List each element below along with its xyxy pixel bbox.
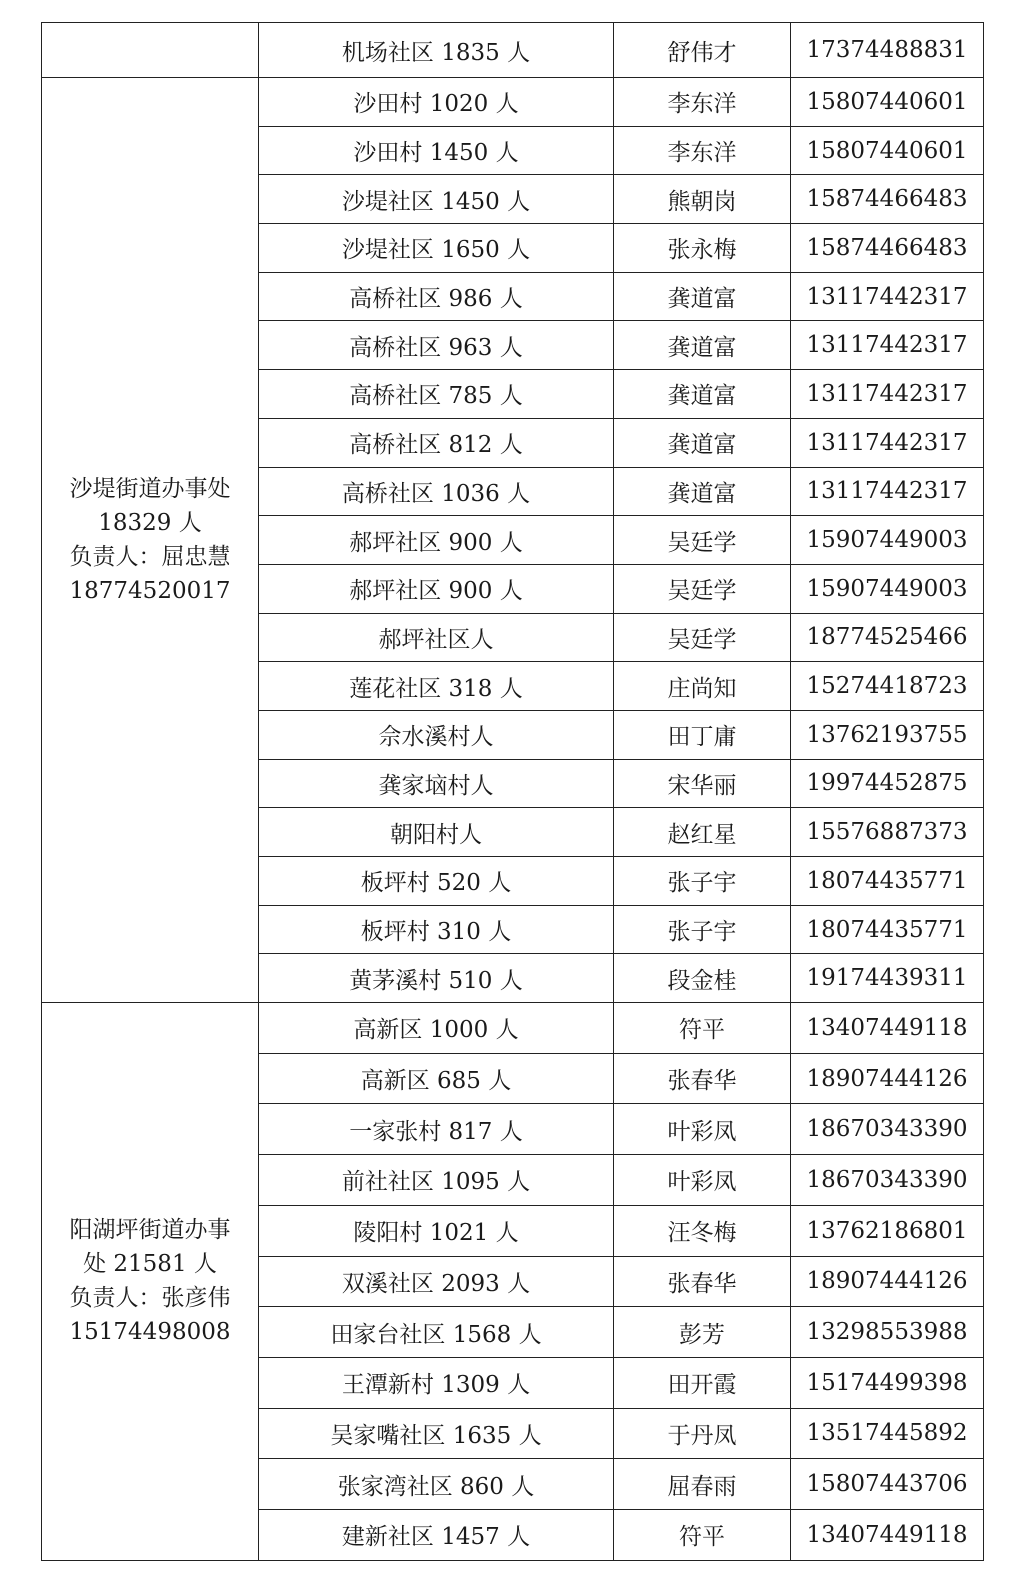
unit-cell: 沙田村 1450 人 [259, 126, 614, 175]
table-row [42, 1003, 984, 1054]
phone-cell: 18670343390 [791, 1104, 984, 1155]
phone-cell: 19174439311 [791, 954, 984, 1003]
unit-cell: 朝阳村人 [259, 808, 614, 857]
contact-cell: 于丹凤 [614, 1408, 791, 1459]
contact-cell: 吴廷学 [614, 516, 791, 565]
contact-cell: 龚道富 [614, 272, 791, 321]
contact-cell: 龚道富 [614, 321, 791, 370]
roster-body [42, 23, 984, 1561]
contact-cell: 李东洋 [614, 126, 791, 175]
unit-cell: 建新社区 1457 人 [259, 1509, 614, 1560]
unit-cell: 高桥社区 785 人 [259, 370, 614, 419]
contact-cell: 段金桂 [614, 954, 791, 1003]
unit-cell: 沙堤社区 1650 人 [259, 224, 614, 273]
unit-cell: 郝坪社区 900 人 [259, 564, 614, 613]
unit-cell: 沙田村 1020 人 [259, 78, 614, 127]
phone-cell: 13298553988 [791, 1307, 984, 1358]
phone-cell: 15907449003 [791, 516, 984, 565]
unit-cell: 板坪村 520 人 [259, 857, 614, 906]
unit-cell: 田家台社区 1568 人 [259, 1307, 614, 1358]
unit-cell: 板坪村 310 人 [259, 905, 614, 954]
unit-cell: 高桥社区 1036 人 [259, 467, 614, 516]
office-cell-empty [42, 23, 259, 78]
unit-cell: 高桥社区 812 人 [259, 418, 614, 467]
contact-cell: 龚道富 [614, 418, 791, 467]
contact-cell: 龚道富 [614, 370, 791, 419]
unit-cell: 高桥社区 986 人 [259, 272, 614, 321]
contact-cell: 吴廷学 [614, 564, 791, 613]
contact-cell: 田丁庸 [614, 710, 791, 759]
phone-cell: 15274418723 [791, 662, 984, 711]
contact-cell: 宋华丽 [614, 759, 791, 808]
phone-cell: 13117442317 [791, 418, 984, 467]
contact-cell: 屈春雨 [614, 1459, 791, 1510]
contact-cell: 熊朝岗 [614, 175, 791, 224]
phone-cell: 18074435771 [791, 905, 984, 954]
unit-cell: 吴家嘴社区 1635 人 [259, 1408, 614, 1459]
phone-cell: 15907449003 [791, 564, 984, 613]
office-line: 处 21581 人 [83, 1251, 217, 1278]
contact-cell: 张春华 [614, 1256, 791, 1307]
unit-cell: 高新区 1000 人 [259, 1003, 614, 1054]
unit-cell: 沙堤社区 1450 人 [259, 175, 614, 224]
unit-cell: 张家湾社区 860 人 [259, 1459, 614, 1510]
table-row [42, 23, 984, 78]
unit-cell: 陵阳村 1021 人 [259, 1205, 614, 1256]
unit-cell: 黄茅溪村 510 人 [259, 954, 614, 1003]
contact-cell: 张永梅 [614, 224, 791, 273]
contact-cell: 张春华 [614, 1053, 791, 1104]
contact-cell: 符平 [614, 1003, 791, 1054]
unit-cell: 王潭新村 1309 人 [259, 1357, 614, 1408]
phone-cell: 15807440601 [791, 78, 984, 127]
phone-cell: 17374488831 [791, 23, 984, 78]
table-row [42, 78, 984, 127]
phone-cell: 13407449118 [791, 1003, 984, 1054]
phone-cell: 19974452875 [791, 759, 984, 808]
phone-cell: 13117442317 [791, 370, 984, 419]
phone-cell: 15874466483 [791, 224, 984, 273]
unit-cell: 郝坪社区 900 人 [259, 516, 614, 565]
unit-cell: 佘水溪村人 [259, 710, 614, 759]
phone-cell: 13517445892 [791, 1408, 984, 1459]
unit-cell: 龚家垴村人 [259, 759, 614, 808]
unit-cell: 一家张村 817 人 [259, 1104, 614, 1155]
office-line: 15174498008 [69, 1319, 231, 1346]
office-line: 沙堤街道办事处 [69, 476, 231, 503]
phone-cell: 15874466483 [791, 175, 984, 224]
phone-cell: 15807440601 [791, 126, 984, 175]
phone-cell: 13762186801 [791, 1205, 984, 1256]
contact-cell: 吴廷学 [614, 613, 791, 662]
phone-cell: 13407449118 [791, 1509, 984, 1560]
office-cell [42, 78, 259, 1003]
unit-cell: 机场社区 1835 人 [259, 23, 614, 78]
unit-cell: 前社社区 1095 人 [259, 1155, 614, 1206]
phone-cell: 18670343390 [791, 1155, 984, 1206]
contact-cell: 彭芳 [614, 1307, 791, 1358]
unit-cell: 高桥社区 963 人 [259, 321, 614, 370]
office-line: 阳湖坪街道办事 [69, 1217, 231, 1244]
phone-cell: 18907444126 [791, 1256, 984, 1307]
contact-cell: 田开霞 [614, 1357, 791, 1408]
contact-cell: 符平 [614, 1509, 791, 1560]
unit-cell: 高新区 685 人 [259, 1053, 614, 1104]
office-line: 负责人：张彦伟 [69, 1285, 231, 1312]
office-line: 18329 人 [98, 510, 202, 537]
office-line: 18774520017 [69, 578, 231, 605]
contact-cell: 叶彩凤 [614, 1155, 791, 1206]
unit-cell: 双溪社区 2093 人 [259, 1256, 614, 1307]
contact-cell: 舒伟才 [614, 23, 791, 78]
phone-cell: 13117442317 [791, 272, 984, 321]
contact-cell: 汪冬梅 [614, 1205, 791, 1256]
unit-cell: 莲花社区 318 人 [259, 662, 614, 711]
contact-cell: 李东洋 [614, 78, 791, 127]
phone-cell: 18074435771 [791, 857, 984, 906]
office-cell [42, 1003, 259, 1561]
contact-roster-table [41, 22, 984, 1561]
phone-cell: 15576887373 [791, 808, 984, 857]
phone-cell: 15174499398 [791, 1357, 984, 1408]
phone-cell: 15807443706 [791, 1459, 984, 1510]
contact-cell: 龚道富 [614, 467, 791, 516]
office-line: 负责人：屈忠慧 [69, 544, 231, 571]
unit-cell: 郝坪社区人 [259, 613, 614, 662]
phone-cell: 13117442317 [791, 321, 984, 370]
phone-cell: 13117442317 [791, 467, 984, 516]
phone-cell: 18774525466 [791, 613, 984, 662]
contact-cell: 赵红星 [614, 808, 791, 857]
phone-cell: 13762193755 [791, 710, 984, 759]
contact-cell: 庄尚知 [614, 662, 791, 711]
contact-cell: 叶彩凤 [614, 1104, 791, 1155]
phone-cell: 18907444126 [791, 1053, 984, 1104]
contact-cell: 张子宇 [614, 905, 791, 954]
contact-cell: 张子宇 [614, 857, 791, 906]
